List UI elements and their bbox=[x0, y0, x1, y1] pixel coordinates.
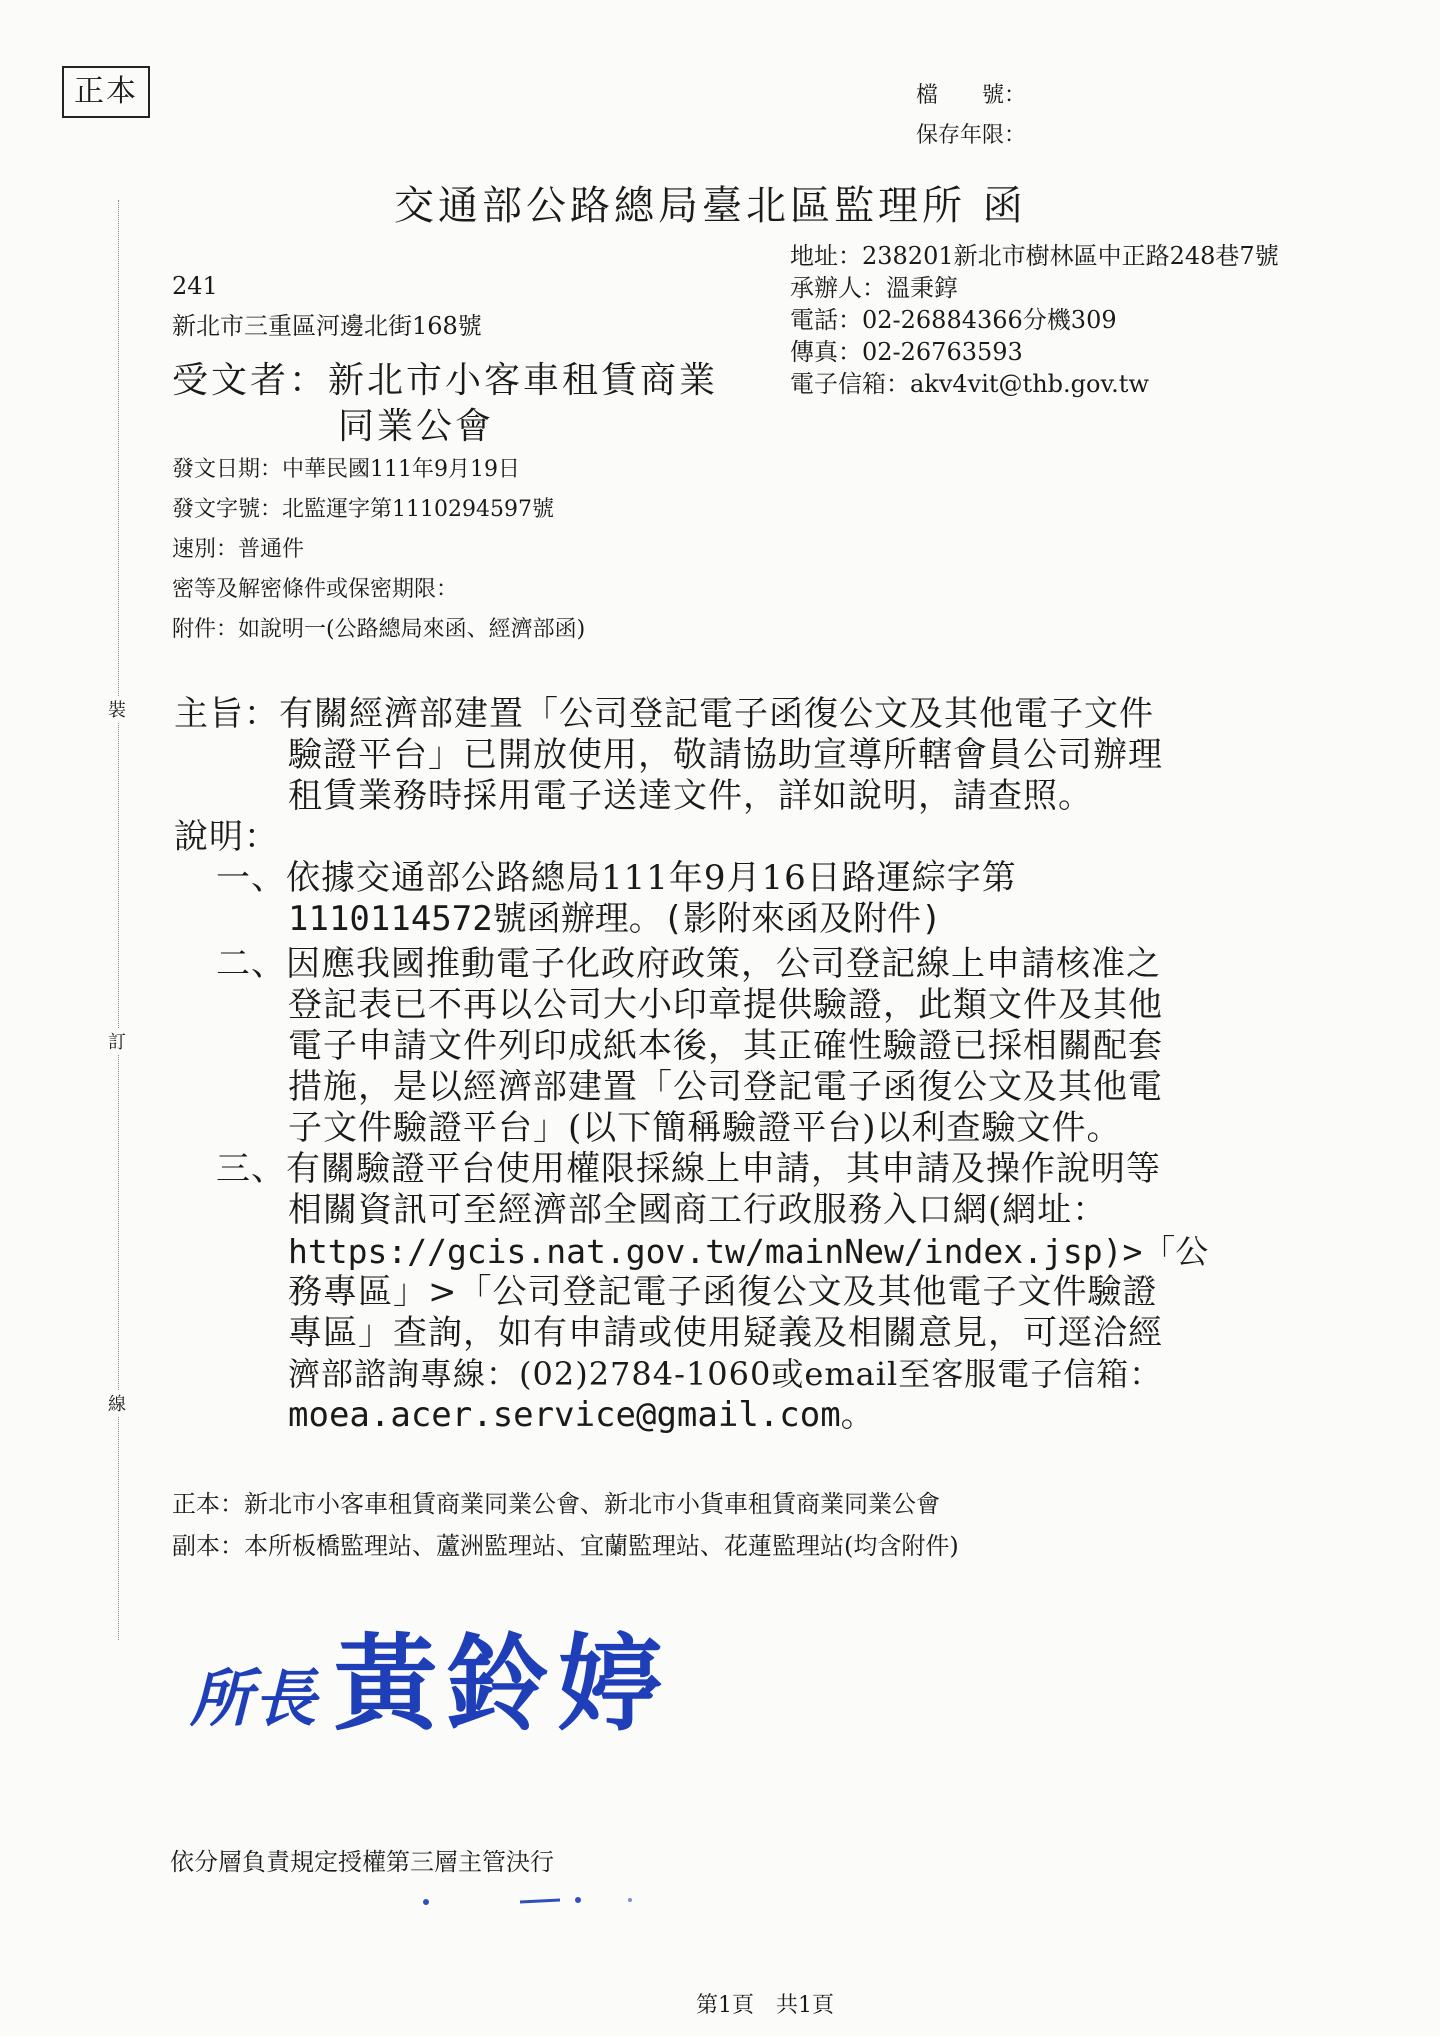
recipient-label-cont: 同業公會 bbox=[338, 406, 495, 447]
speed-class: 速別：普通件 bbox=[172, 537, 305, 562]
file-number-label: 檔 號： bbox=[916, 83, 1027, 108]
subject-line-2: 驗證平台」已開放使用，敬請協助宣導所轄會員公司辦理 bbox=[288, 735, 1163, 775]
sender-email: 電子信箱：akv4vit@thb.gov.tw bbox=[790, 370, 1149, 398]
explanation-label: 說明： bbox=[174, 817, 279, 857]
item-2-line-4: 措施，是以經濟部建置「公司登記電子函復公文及其他電 bbox=[288, 1067, 1163, 1107]
sender-address: 地址：238201新北市樹林區中正路248巷7號 bbox=[790, 242, 1279, 270]
distribution-original: 正本：新北市小客車租賃商業同業公會、新北市小貨車租賃商業同業公會 bbox=[172, 1490, 940, 1518]
director-signature bbox=[190, 1600, 670, 1750]
item-3-url-line: https://gcis.nat.gov.tw/mainNew/index.jsp)>「公 bbox=[288, 1232, 1209, 1271]
document-meta bbox=[172, 450, 585, 650]
recipient-postal-code: 241 bbox=[172, 272, 218, 300]
item-3-line-6: 濟部諮詢專線：(02)2784-1060或email至客服電子信箱： bbox=[288, 1355, 1163, 1393]
sender-fax: 傳真：02-26763593 bbox=[790, 338, 1023, 366]
sender-info bbox=[790, 240, 1279, 400]
binding-line bbox=[118, 200, 119, 1640]
subject-line-1: 主旨：有關經濟部建置「公司登記電子函復公文及其他電子文件 bbox=[174, 694, 1154, 734]
binding-mark-ding: 訂 bbox=[108, 1028, 126, 1054]
document-number: 發文字號：北監運字第1110294597號 bbox=[172, 497, 554, 522]
signature-title: 所長 bbox=[190, 1662, 319, 1735]
sender-handler: 承辦人：溫秉錞 bbox=[790, 274, 958, 302]
item-3-line-2: 相關資訊可至經濟部全國商工行政服務入口網(網址： bbox=[288, 1190, 1108, 1230]
recipient-label: 受文者：新北市小客車租賃商業 bbox=[172, 360, 719, 401]
retention-period-label: 保存年限： bbox=[916, 123, 1027, 148]
item-2-line-2: 登記表已不再以公司大小印章提供驗證，此類文件及其他 bbox=[288, 985, 1163, 1025]
item-3-line-4: 務專區」>「公司登記電子函復公文及其他電子文件驗證 bbox=[288, 1272, 1158, 1312]
sender-phone: 電話：02-26884366分機309 bbox=[790, 306, 1117, 334]
distribution-copy: 副本：本所板橋監理站、蘆洲監理站、宜蘭監理站、花蓮監理站(均含附件) bbox=[172, 1532, 959, 1560]
item-3-line-5: 專區」查詢，如有申請或使用疑義及相關意見，可逕洽經 bbox=[288, 1313, 1163, 1353]
item-1-line-2: 1110114572號函辦理。(影附來函及附件) bbox=[288, 899, 942, 939]
binding-mark-xian: 線 bbox=[108, 1390, 126, 1416]
ink-marks bbox=[410, 1888, 650, 1912]
recipient-address: 新北市三重區河邊北街168號 bbox=[172, 312, 482, 340]
issue-date: 發文日期：中華民國111年9月19日 bbox=[172, 457, 520, 482]
item-2-line-3: 電子申請文件列印成紙本後，其正確性驗證已採相關配套 bbox=[288, 1026, 1163, 1066]
attachment: 附件：如說明一(公路總局來函、經濟部函) bbox=[172, 617, 586, 642]
item-3-line-1: 三、有關驗證平台使用權限採線上申請，其申請及操作說明等 bbox=[216, 1149, 1161, 1189]
subject-line-3: 租賃業務時採用電子送達文件，詳如說明，請查照。 bbox=[288, 776, 1093, 816]
binding-mark-zhuang: 裝 bbox=[108, 696, 126, 722]
secrecy-level: 密等及解密條件或保密期限： bbox=[172, 577, 459, 602]
authorization-note: 依分層負責規定授權第三層主管決行 bbox=[170, 1848, 554, 1876]
item-1-line-1: 一、依據交通部公路總局111年9月16日路運綜字第 bbox=[216, 858, 1017, 898]
item-2-line-1: 二、因應我國推動電子化政府政策，公司登記線上申請核准之 bbox=[216, 944, 1161, 984]
original-copy-stamp: 正本 bbox=[62, 66, 150, 118]
item-3-email-line: moea.acer.service@gmail.com。 bbox=[288, 1395, 875, 1435]
item-2-line-5: 子文件驗證平台」(以下簡稱驗證平台)以利查驗文件。 bbox=[288, 1108, 1122, 1148]
signature-name: 黃鈴婷 bbox=[333, 1622, 670, 1745]
page-number: 第1頁 共1頁 bbox=[696, 1993, 834, 2018]
document-title: 交通部公路總局臺北區監理所 函 bbox=[394, 183, 1027, 229]
